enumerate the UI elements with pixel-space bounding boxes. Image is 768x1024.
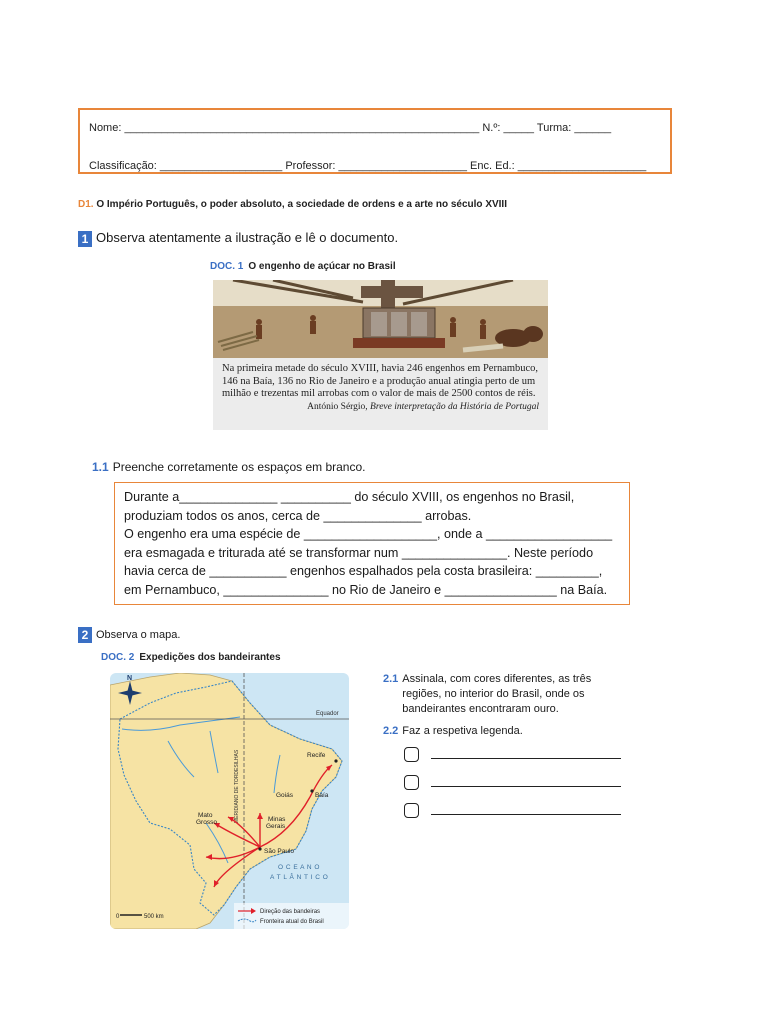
svg-text:Mato: Mato: [198, 812, 213, 819]
map-scale-start: 0: [116, 914, 120, 920]
map-label-minas-gerais: [266, 816, 286, 830]
map-scale-end: 500 km: [144, 914, 164, 920]
section-title: [78, 199, 507, 210]
question-2-1: [383, 672, 623, 717]
map-label-sao-paulo: São Paulo: [264, 848, 294, 855]
student-info-line-2[interactable]: Classificação: ____________________ Professor: _____________________ Enc. Ed.: _____________________: [89, 160, 647, 172]
legend-color-box[interactable]: [404, 803, 419, 818]
compass-north-label: N: [127, 675, 133, 682]
map-city-marker: [334, 759, 337, 762]
question-1-number: 1: [78, 231, 92, 247]
doc1-source: [222, 401, 539, 414]
fill-in-blanks-box: [114, 482, 630, 605]
sugar-mill-illustration: [213, 280, 548, 358]
legend-color-box[interactable]: [404, 747, 419, 762]
fill-line[interactable]: Durante a______________ __________ do século XVIII, os engenhos no Brasil,: [124, 490, 575, 504]
legend-answer-line[interactable]: [431, 786, 621, 787]
map-legend-arrows: Direção das bandeiras: [260, 909, 321, 915]
fill-line[interactable]: havia cerca de ___________ engenhos espalhados pela costa brasileira: _________,: [124, 564, 603, 579]
question-2-2-number: 2.2: [383, 725, 399, 737]
question-2: [78, 627, 180, 643]
doc1-author: António Sérgio,: [307, 401, 368, 412]
question-1-1-number: 1.1: [92, 460, 109, 474]
question-2-2: [383, 725, 523, 737]
svg-text:Gerais: Gerais: [266, 823, 286, 830]
question-2-1-text: Assinala, com cores diferentes, as três regiões, no interior do Brasil, onde os bandeirantes encontraram ouro.: [402, 673, 592, 715]
question-2-1-number: 2.1: [383, 673, 399, 685]
doc1-title: O engenho de açúcar no Brasil: [248, 261, 396, 272]
map-legend-border: Fronteira atual do Brasil: [260, 919, 324, 925]
question-1-1-text: Preenche corretamente os espaços em branco.: [112, 460, 366, 474]
doc1-quote: Na primeira metade do século XVIII, havia 246 engenhos em Pernambuco, 146 na Baía, 136 no Rio de Janeiro e a produção anual atingia perto de um milhão e trezentas mil arrobas com o valor de mais de 2500 contos de réis.: [222, 363, 539, 399]
student-info-box: [78, 108, 672, 174]
question-2-2-text: Faz a respetiva legenda.: [402, 725, 523, 737]
fill-line[interactable]: O engenho era uma espécie de ___________________, onde a __________________: [124, 527, 613, 542]
legend-color-box[interactable]: [404, 775, 419, 790]
question-2-number: 2: [78, 627, 92, 643]
map-city-marker: [310, 789, 313, 792]
question-1-text: Observa atentamente a ilustração e lê o documento.: [96, 230, 399, 245]
map-label-baia: Baía: [315, 792, 329, 799]
svg-text:Minas: Minas: [268, 816, 286, 823]
doc2-code: DOC. 2: [101, 652, 135, 663]
student-info-line-1[interactable]: Nome: __________________________________________________________ N.º: _____ Turma: ______: [89, 122, 612, 134]
bandeirantes-map: [110, 673, 349, 929]
svg-text:Grosso: Grosso: [196, 819, 217, 826]
map-meridian-label: MERIDIANO DE TORDESILHAS: [234, 749, 240, 823]
map-legend: [234, 903, 349, 929]
question-1: [78, 230, 398, 247]
fill-line[interactable]: era esmagada e triturada até se transformar num _______________. Neste período: [124, 545, 594, 560]
doc1-quote-box: [213, 358, 548, 430]
doc1-code: DOC. 1: [210, 261, 244, 272]
map-city-marker: [258, 847, 261, 850]
doc1-work: Breve interpretação da História de Portugal: [370, 401, 539, 412]
doc2-title: Expedições dos bandeirantes: [139, 652, 281, 663]
fill-line[interactable]: em Pernambuco, _______________ no Rio de Janeiro e ________________ na Baía.: [124, 582, 608, 597]
map-label-goias: Goiás: [276, 792, 293, 799]
fill-line[interactable]: produziam todos os anos, cerca de ______________ arrobas.: [124, 508, 472, 523]
map-equator-label: Equador: [316, 711, 339, 717]
question-1-1: [92, 460, 366, 474]
legend-answer-line[interactable]: [431, 814, 621, 815]
section-title-text: O Império Português, o poder absoluto, a sociedade de ordens e a arte no século XVIII: [96, 199, 507, 210]
map-label-recife: Recife: [307, 752, 326, 759]
doc1-heading: [210, 261, 396, 272]
map-ocean-label-2: A T L Â N T I C O: [270, 874, 329, 881]
map-ocean-label-1: O C E A N O: [278, 864, 320, 871]
section-code: D1.: [78, 199, 94, 210]
question-2-text: Observa o mapa.: [96, 628, 181, 641]
legend-answer-line[interactable]: [431, 758, 621, 759]
doc2-heading: [101, 652, 281, 663]
